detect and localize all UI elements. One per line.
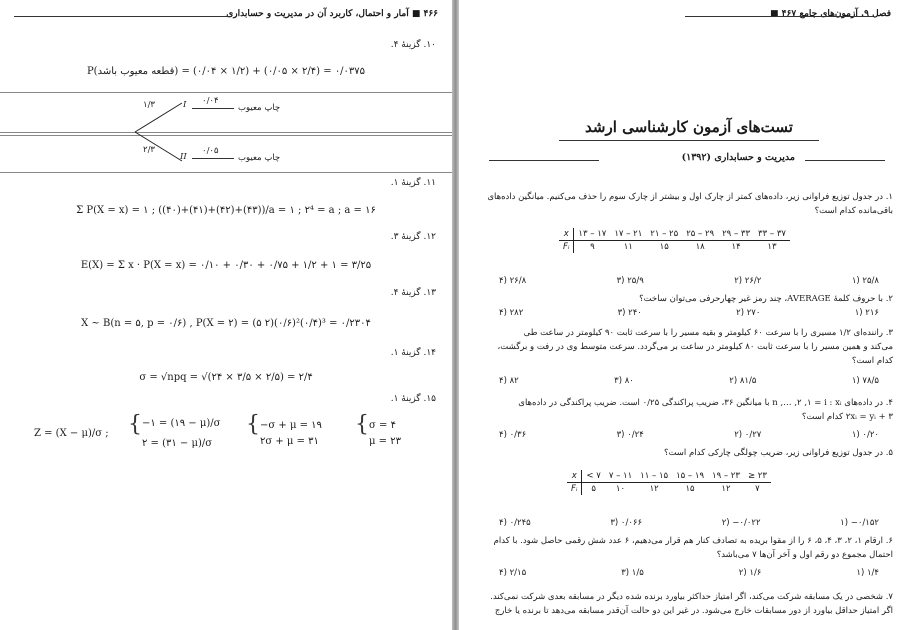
answer-label: ۱۵. گزینهٔ ۱. <box>390 394 436 404</box>
answer-options <box>499 308 879 318</box>
branch-text: چاپ معیوب <box>238 153 281 163</box>
question-text: باقی‌مانده کدام است؟ <box>814 206 893 216</box>
option[interactable]: ۴) ۲۶/۸ <box>499 276 527 286</box>
table-cell: ۷ – ۱۱ <box>605 470 636 483</box>
option[interactable]: ۱) ۰/۲۰ <box>851 430 879 440</box>
option[interactable]: ۳) ۸۰ <box>614 376 634 386</box>
answer-label: ۱۲. گزینهٔ ۳. <box>390 232 436 242</box>
divider <box>0 172 452 173</box>
branch-value: ۰/۰۴ <box>202 96 219 106</box>
table-row <box>567 470 771 483</box>
header-rule <box>685 16 873 17</box>
formula: X ~ B(n = ۵, p = ۰/۶) , P(X = ۲) = (۵ ۲)(۰/۶)²(۰/۴)³ = ۰/۲۳۰۴ <box>81 318 371 329</box>
running-title: فصل ۹. آزمون‌های جامع <box>799 9 891 19</box>
table-cell: ۷ <box>755 484 760 494</box>
question-text: ۷. شخصی در یک مسابقه شرکت می‌کند، اگر امتیاز حداکثر بیاورد برنده شده دیگر در مسابقه بعدی شرکت نمی‌کند. <box>490 592 893 602</box>
brace: { <box>246 412 260 437</box>
branch-probability: ۱/۳ <box>143 100 155 110</box>
left-page <box>0 0 452 630</box>
table-cell: ۱۵ <box>685 484 695 494</box>
answer-options <box>499 568 879 578</box>
table-cell: ۱۲ <box>721 484 731 494</box>
option[interactable]: ۱) ۱/۴ <box>856 568 879 578</box>
table-row <box>559 228 790 241</box>
section-title: تست‌های آزمون کارشناسی ارشد <box>585 118 793 136</box>
equation: −۱ = (۱۹ − μ)/σ <box>142 418 221 429</box>
branch-value: ۰/۰۵ <box>202 146 219 156</box>
option[interactable]: ۳) ۰/۲۴ <box>616 430 644 440</box>
table-cell: ۱۱ <box>623 242 633 252</box>
question-text: ۴. در داده‌های n ,… ,۲ ,۱ = i : xᵢ با میانگین ۳۶، ضریب پراکندگی ۰/۲۵ است. ضریب پراکندگی در داده‌های <box>518 398 893 408</box>
table-cell: Fᵢ <box>567 483 582 496</box>
table-cell: ۱۸ <box>695 242 705 252</box>
brace: { <box>128 412 142 437</box>
table-cell: x <box>567 470 582 483</box>
brace: { <box>355 412 369 437</box>
formula: Σ P(X = x) = ۱ ; ((۴۰)+(۴۱)+(۴۲)+(۴۳))/a = ۱ ; ۲⁴ = a ; a = ۱۶ <box>76 205 376 216</box>
branch-probability: ۲/۳ <box>143 145 155 155</box>
divider <box>0 132 452 133</box>
question-text: احتمال مجموع دو رقم اول و آخر آن‌ها ۷ می‌باشد؟ <box>716 550 893 560</box>
table-cell: ۵ <box>591 484 596 494</box>
subsection-rule-left <box>489 160 599 161</box>
answer-label: ۱۱. گزینهٔ ۱. <box>390 178 436 188</box>
option[interactable]: ۲) −۰/۰۲۲ <box>721 518 761 528</box>
option[interactable]: ۲) ۸۱/۵ <box>729 376 757 386</box>
question-text: ۳ + ۲xᵢ = yᵢ کدام است؟ <box>801 412 893 422</box>
table-cell: ۱۴ <box>731 242 741 252</box>
answer-options <box>499 276 879 286</box>
formula: P(قطعه معیوب باشد) = (۱/۲ × ۰/۰۴) + (۲/۴ × ۰/۰۵) = ۰/۰۳۷۵ <box>86 66 366 77</box>
option[interactable]: ۴) ۰/۲۴۵ <box>499 518 531 528</box>
question-text: ۲. با حروف کلمهٔ AVERAGE، چند رمز غیر چهارحرفی می‌توان ساخت؟ <box>639 294 893 304</box>
divider <box>0 92 452 93</box>
question-text: اگر امتیاز حداقل بیاورد از دور مسابقات خارج می‌شود. در غیر این دو حالت آن‌قدر مسابقه می‌دهد تا برنده یا خارج <box>494 606 893 616</box>
table-cell: ۲۱ – ۲۵ <box>646 228 682 241</box>
equation: ۲ = (۳۱ − μ)/σ <box>142 438 213 449</box>
table-cell: ۱۲ <box>649 484 659 494</box>
branch-text: چاپ معیوب <box>238 103 281 113</box>
option[interactable]: ۴) ۲۸۲ <box>499 308 524 318</box>
option[interactable]: ۲) ۲۶/۲ <box>734 276 762 286</box>
right-page <box>459 0 905 630</box>
option[interactable]: ۳) ۲۵/۹ <box>616 276 644 286</box>
option[interactable]: ۲) ۱/۶ <box>738 568 762 578</box>
table-cell: ۱۹ – ۲۳ <box>708 470 744 483</box>
branch-line <box>192 158 234 159</box>
answer-label: ۱۰. گزینهٔ ۴. <box>390 40 436 50</box>
option[interactable]: ۳) ۰/۰۶۶ <box>610 518 643 528</box>
subsection-title: مدیریت و حسابداری (۱۳۹۲) <box>681 152 795 163</box>
answer-label: ۱۳. گزینهٔ ۴. <box>390 288 436 298</box>
right-page-header <box>770 9 891 19</box>
question-text: می‌کند و همین مسیر را با سرعت ثابت ۸۰ کیلومتر در ساعت بر می‌گردد. سرعت متوسط وی در رفت و برگشت، <box>497 342 893 352</box>
table-row <box>559 241 790 254</box>
question-text: ۶. ارقام ۱، ۲، ۳، ۴، ۵، ۶ را از مقوا بریده به تصادف کنار هم قرار می‌دهیم، ۶ عدد شش رقمی حاصل شود. با کدام <box>493 536 893 546</box>
equation: −σ + μ = ۱۹ <box>260 420 322 431</box>
table-cell: ۱۳ <box>767 242 777 252</box>
branch-line <box>192 108 234 109</box>
subsection-rule-right <box>805 160 885 161</box>
option[interactable]: ۲) ۲۷۰ <box>736 308 761 318</box>
frequency-table <box>559 228 790 253</box>
option[interactable]: ۳) ۱/۵ <box>621 568 644 578</box>
answer-options <box>499 376 879 386</box>
option[interactable]: ۴) ۲/۱۵ <box>499 568 527 578</box>
page-number: ۴۶۷ ■ <box>770 9 797 19</box>
table-cell: ۱۵ – ۱۹ <box>672 470 708 483</box>
table-cell: < ۷ <box>582 470 605 483</box>
equation: σ = ۴ <box>369 420 396 431</box>
formula: E(X) = Σ x · P(X = x) = ۰/۱۰ + ۰/۳۰ + ۰/۷۵ + ۱/۲ + ۱ = ۳/۲۵ <box>80 260 372 271</box>
table-cell: ۱۱ – ۱۵ <box>636 470 672 483</box>
option[interactable]: ۱) ۷۸/۵ <box>851 376 879 386</box>
table-cell: ≥ ۲۳ <box>744 470 771 483</box>
answer-label: ۱۴. گزینهٔ ۱. <box>390 348 436 358</box>
table-cell: ۱۳ – ۱۷ <box>574 228 610 241</box>
z-formula: Z = (X − μ)/σ ; <box>34 428 109 439</box>
table-cell: ۹ <box>590 242 595 252</box>
divider <box>0 135 452 136</box>
table-cell: ۱۰ <box>615 484 626 494</box>
option[interactable]: ۱) −۰/۱۵۲ <box>840 518 879 528</box>
question-text: ۵. در جدول توزیع فراوانی زیر، ضریب چولگی چارکی کدام است؟ <box>663 448 893 458</box>
answer-options <box>499 430 879 440</box>
table-cell: ۲۵ – ۲۹ <box>682 228 718 241</box>
question-text: ۳. راننده‌ای ۱/۲ مسیری را با سرعت ۶۰ کیلومتر و بقیه مسیر را با سرعت ثابت ۹۰ کیلومتر در ساعت طی <box>523 328 893 338</box>
table-cell: Fᵢ <box>559 241 574 254</box>
equation: μ = ۲۳ <box>369 436 401 447</box>
table-cell: ۲۹ – ۳۳ <box>718 228 754 241</box>
frequency-table <box>567 470 771 495</box>
question-text: ۱. در جدول توزیع فراوانی زیر، داده‌های کمتر از چارک اول و بیشتر از چارک سوم را حذف می‌کنیم. میانگین داده‌های <box>487 192 893 202</box>
question-text: کدام است؟ <box>851 356 893 366</box>
node-label: II <box>180 152 187 162</box>
table-cell: ۳۳ – ۳۷ <box>754 228 790 241</box>
book-spine <box>452 0 459 630</box>
formula: σ = √npq = √(۲۴ × ۳/۵ × ۲/۵) = ۲/۴ <box>139 372 313 383</box>
option[interactable]: ۲) ۰/۲۷ <box>734 430 762 440</box>
table-row <box>567 483 771 496</box>
table-cell: x <box>559 228 574 241</box>
running-title: آمار و احتمال، کاربرد آن در مدیریت و حسابداری <box>226 9 409 19</box>
option[interactable]: ۳) ۲۴۰ <box>617 308 642 318</box>
header-rule <box>14 16 232 17</box>
node-label: I <box>183 100 187 110</box>
title-rule <box>559 140 819 141</box>
option[interactable]: ۴) ۰/۳۶ <box>499 430 527 440</box>
equation: ۲σ + μ = ۳۱ <box>260 436 319 447</box>
option[interactable]: ۴) ۸۲ <box>499 376 519 386</box>
left-page-header <box>226 9 438 19</box>
table-cell: ۱۷ – ۲۱ <box>610 228 646 241</box>
option[interactable]: ۱) ۲۵/۸ <box>851 276 879 286</box>
option[interactable]: ۱) ۲۱۶ <box>854 308 879 318</box>
page-number: ۴۶۶ ■ <box>411 9 438 19</box>
answer-options <box>499 518 879 528</box>
table-cell: ۱۵ <box>659 242 669 252</box>
